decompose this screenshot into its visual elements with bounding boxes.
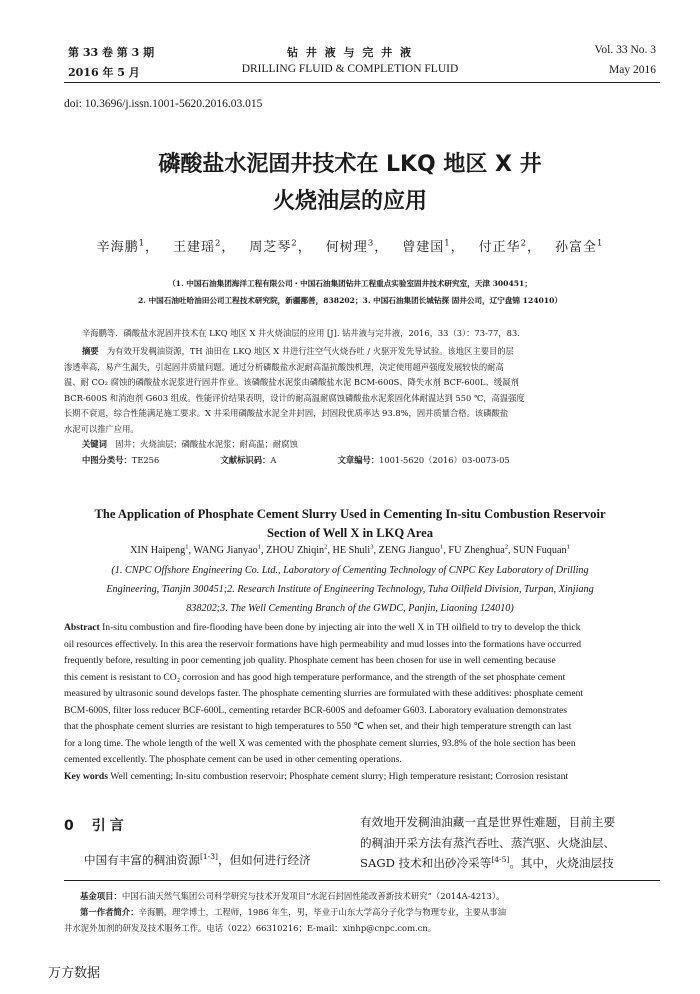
volume-en: Vol. 33 No. 3 [594, 44, 656, 56]
abstract-en-line: cemented excellently. The phosphate cement can be used in other cementing operations. [64, 754, 402, 765]
doc-code-label: 文献标识码： [220, 454, 271, 465]
left-col-text: 中国有丰富的稠油资源 [84, 853, 200, 867]
abstract-cn-line: 长期不衰退，综合性能满足施工要求。X 井采用磷酸盐水泥全井封固，封固段优质率达 93.8%，固井质量合格。该磷酸盐 [64, 408, 509, 418]
author-affil-sup: 1 [440, 543, 444, 551]
author-name: 王建瑶 [172, 240, 215, 255]
author-affil-sup: 3 [367, 237, 375, 248]
author-name: 辛海鹏 [96, 240, 139, 255]
author-name: HE Shuli [332, 545, 371, 556]
section-number: 0 [64, 818, 74, 834]
author-name: 孙富全 [555, 240, 598, 255]
author-name: 曾建国 [402, 240, 445, 255]
keywords-en: Well cementing; In-situ combustion reservoir; Phosphate cement slurry; High temperature resistant; Corrosion resistant [110, 770, 569, 782]
author [96, 237, 145, 255]
left-col-ref: [1-3] [199, 852, 218, 862]
author-affil-sup: 3 [370, 543, 374, 551]
author [130, 545, 188, 556]
article-number-label: 文章编号： [337, 454, 380, 465]
fund-text: 中国石油天然气集团公司科学研究与技术开发项目“水泥石封固性能改善新技术研究”（2014A-4213）。 [121, 891, 505, 901]
header-rule [64, 82, 660, 83]
abstract-cn-label: 摘要 [82, 346, 99, 356]
author-affil-sup: 2 [215, 237, 222, 248]
right-col-line3a: SAGD 技术和出砂冷采等 [360, 856, 492, 870]
right-column-text [360, 812, 615, 874]
author [172, 237, 222, 255]
abstract-en [64, 620, 664, 785]
author-bio-label: 第一作者简介： [80, 907, 139, 917]
author-bio-line1: 辛海鹏，理学博士，工程师，1986 年生，男，毕业于山东大学高分子化学与物理专业，主要从事油 [138, 907, 506, 917]
author-name: ZENG Jianguo [378, 545, 440, 556]
abstract-en-line: this cement is resistant to CO₂ corrosion and has good high temperature performance, and the strength of the set phosphate cement [64, 671, 566, 683]
right-col-line3b: 。其中，火烧油层技 [509, 856, 614, 870]
doc-code-value: A [270, 454, 277, 465]
clc-value: TE256 [131, 454, 160, 465]
clc-label: 中图分类号： [82, 454, 132, 465]
author-name: ZHOU Zhiqin [266, 545, 325, 556]
author [402, 237, 451, 255]
abstract-cn-line: BCR-600S 和消泡剂 G603 组成。性能评价结果表明，设计的耐高温耐腐蚀磷酸盐水泥浆固化体耐温达到 550 ℃，高温强度 [64, 392, 525, 403]
author [333, 545, 374, 556]
date-en: May 2016 [609, 64, 656, 76]
abstract-cn-line: 为有效开发稠油资源，TH 油田在 LKQ 地区 X 井进行注空气火烧吞吐 / 火驱开发先导试验。该地区主要目的层 [106, 346, 514, 356]
author [266, 545, 327, 556]
author [478, 237, 527, 255]
author-affil-sup: 2 [324, 543, 328, 551]
title-cn-line1: 磷酸盐水泥固井技术在 LKQ 地区 X 井 [158, 152, 542, 177]
journal-title-cn: 钻 井 液 与 完 井 液 [287, 46, 413, 59]
keywords-cn: 固井；火烧油层；磷酸盐水泥浆；耐高温；耐腐蚀 [115, 439, 298, 449]
section-heading [64, 815, 128, 835]
affiliation-en [50, 561, 650, 618]
abstract-en-line: measured by ultrasonic sound develops faster. The phosphate cementing slurries are formulated with these additives: phosphate cement [64, 688, 584, 699]
author-affil-sup: 2 [520, 237, 527, 248]
abstract-cn-line: 温、耐 CO₂ 腐蚀的磷酸盐水泥浆进行固井作业。该磷酸盐水泥浆由磷酸盐水泥 BCM-600S、降失水剂 BCF-600L、缓凝剂 [64, 377, 519, 387]
author-name: 何树理 [325, 240, 368, 255]
affiliation-en-line3: 838202;3. The Well Cementing Branch of the GWDC, Panjin, Liaoning 124010) [186, 603, 514, 614]
author-name: XIN Haipeng [130, 545, 186, 556]
author-affil-sup: 1 [597, 237, 604, 248]
author-name: WANG Jianyao [193, 545, 258, 556]
abstract-en-line: frequently before, resulting in poor cementing job quality. Phosphate cement has been chosen for use in well cementing because [64, 655, 556, 666]
author-affil-sup: 1 [185, 543, 189, 551]
author-affil-sup: 1 [138, 237, 145, 248]
date-cn: 2016 年 5 月 [68, 66, 140, 79]
right-col-line1: 有效地开发稠油油藏一直是世界性难题，目前主要 [360, 815, 616, 829]
authors-en: XIN Haipeng$^1$, WANG Jianyao$^1$, ZHOU Zhiqin$^2$, HE Shuli$^3$, ZENG Jianguo$^1$, FU Zhenghua$^2$, SUN Fuquan$^1$ [130, 543, 570, 556]
footnote-rule [64, 880, 660, 881]
classification-line [64, 453, 656, 469]
left-col-rest: ，但如何进行经济 [217, 853, 311, 867]
author-affil-sup: 2 [291, 237, 298, 248]
author [193, 545, 261, 556]
author-affil-sup: 1 [566, 543, 570, 551]
volume-cn: 第 33 卷 第 3 期 [68, 46, 155, 59]
right-col-ref: [4-5] [491, 855, 510, 865]
author-affil-sup: 2 [504, 543, 509, 551]
abstract-en-label: Abstract [64, 622, 100, 633]
title-en-line1: The Application of Phosphate Cement Slurry Used in Cementing In-situ Combustion Reservoir [94, 507, 606, 521]
author [555, 237, 604, 255]
right-col-line2: 的稠油开采方法有蒸汽吞吐、蒸汽驱、火烧油层、 [360, 835, 616, 850]
abstract-en-line: that the phosphate cement slurries are resistant to high temperatures to 550 ℃ when set, and their high temperature strength can last [64, 721, 572, 732]
title-cn-line2: 火烧油层的应用 [272, 189, 427, 214]
abstract-cn [64, 344, 656, 468]
title-en [50, 505, 650, 543]
citation-cn: 辛海鹏等．磷酸盐水泥固井技术在 LKQ 地区 X 井火烧油层的应用 [J]. 钻井液与完井液，2016，33（3）：73-77，83. [82, 328, 520, 338]
abstract-en-line: oil resources effectively. In this area the reservoir formations have high permeability and mud losses into the formations have occurred [64, 638, 582, 650]
author [448, 545, 508, 556]
author-name: 付正华 [478, 240, 521, 255]
author [513, 545, 570, 556]
article-number-value: 1001-5620（2016）03-0073-05 [379, 454, 510, 465]
author-affil-sup: 1 [444, 237, 451, 248]
abstract-en-line: BCM-600S, filter loss reducer BCF-600L, cementing retarder BCR-600S and defoamer G603. Laboratory evaluation demonstrates [64, 704, 568, 716]
doi: doi: 10.3696/j.issn.1001-5620.2016.03.015 [64, 98, 263, 110]
author-name: SUN Fuquan [513, 545, 567, 556]
author-affil-sup: 1 [257, 543, 262, 551]
author [325, 237, 375, 255]
affiliation-en-line1: (1. CNPC Offshore Engineering Co. Ltd., Laboratory of Cementing Technology of CNPC Key Laboratory of Drilling [111, 565, 589, 576]
keywords-cn-label: 关键词 [82, 439, 107, 449]
affiliation-en-line2: Engineering, Tianjin 300451;2. Research Institute of Engineering Technology, Tuha Oilfield Division, Turpan, Xinjiang [106, 584, 594, 595]
keywords-en-label: Key words [64, 770, 108, 782]
abstract-cn-line: 水泥可以推广应用。 [64, 423, 139, 434]
author [249, 237, 298, 255]
watermark-text: 万方数据 [48, 966, 101, 981]
author-name: 周芝琴 [249, 240, 292, 255]
abstract-en-line: for a long time. The whole length of the well X was cemented with the phosphate cement slurries, 93.8% of the hole section has been [64, 737, 576, 749]
journal-title-en: DRILLING FLUID & COMPLETION FLUID [241, 63, 459, 75]
affiliation-cn-line1: （1. 中国石油集团海洋工程有限公司・中国石油集团钻井工程重点实验室固井技术研究室，天津 300451； [168, 279, 532, 288]
footnotes [64, 888, 664, 936]
author-bio-line2: 井水泥外加剂的研发及技术服务工作。电话（022）66310216；E-mail：xinhp@cnpc.com.cn。 [64, 923, 437, 933]
fund-label: 基金项目： [80, 891, 122, 901]
affiliation-cn-line2: 2. 中国石油吐哈油田公司工程技术研究院，新疆鄯善，838202；3. 中国石油集团长城钻探 固井公司，辽宁盘锦 124010） [138, 296, 562, 305]
left-column-text [84, 852, 311, 868]
abstract-en-line: In-situ combustion and fire-flooding have been done by injecting air into the well X in TH oilfield to try to develop the thick [102, 622, 581, 633]
author-name: FU Zhenghua [448, 545, 505, 556]
authors-cn: 辛海鹏$^1$， 王建瑶$^2$， 周芝琴$^2$， 何树理$^3$， 曾建国$^1$， 付正华$^2$， 孙富全$^1$ [96, 237, 604, 255]
section-title: 引言 [91, 818, 128, 834]
abstract-cn-line: 渗透率高，易产生漏失，引起固井质量问题。通过分析磷酸盐水泥耐高温抗酸蚀机理，决定使用超声强度发展较快的耐高 [64, 361, 504, 372]
author [379, 545, 444, 556]
title-en-line2: Section of Well X in LKQ Area [266, 526, 434, 540]
